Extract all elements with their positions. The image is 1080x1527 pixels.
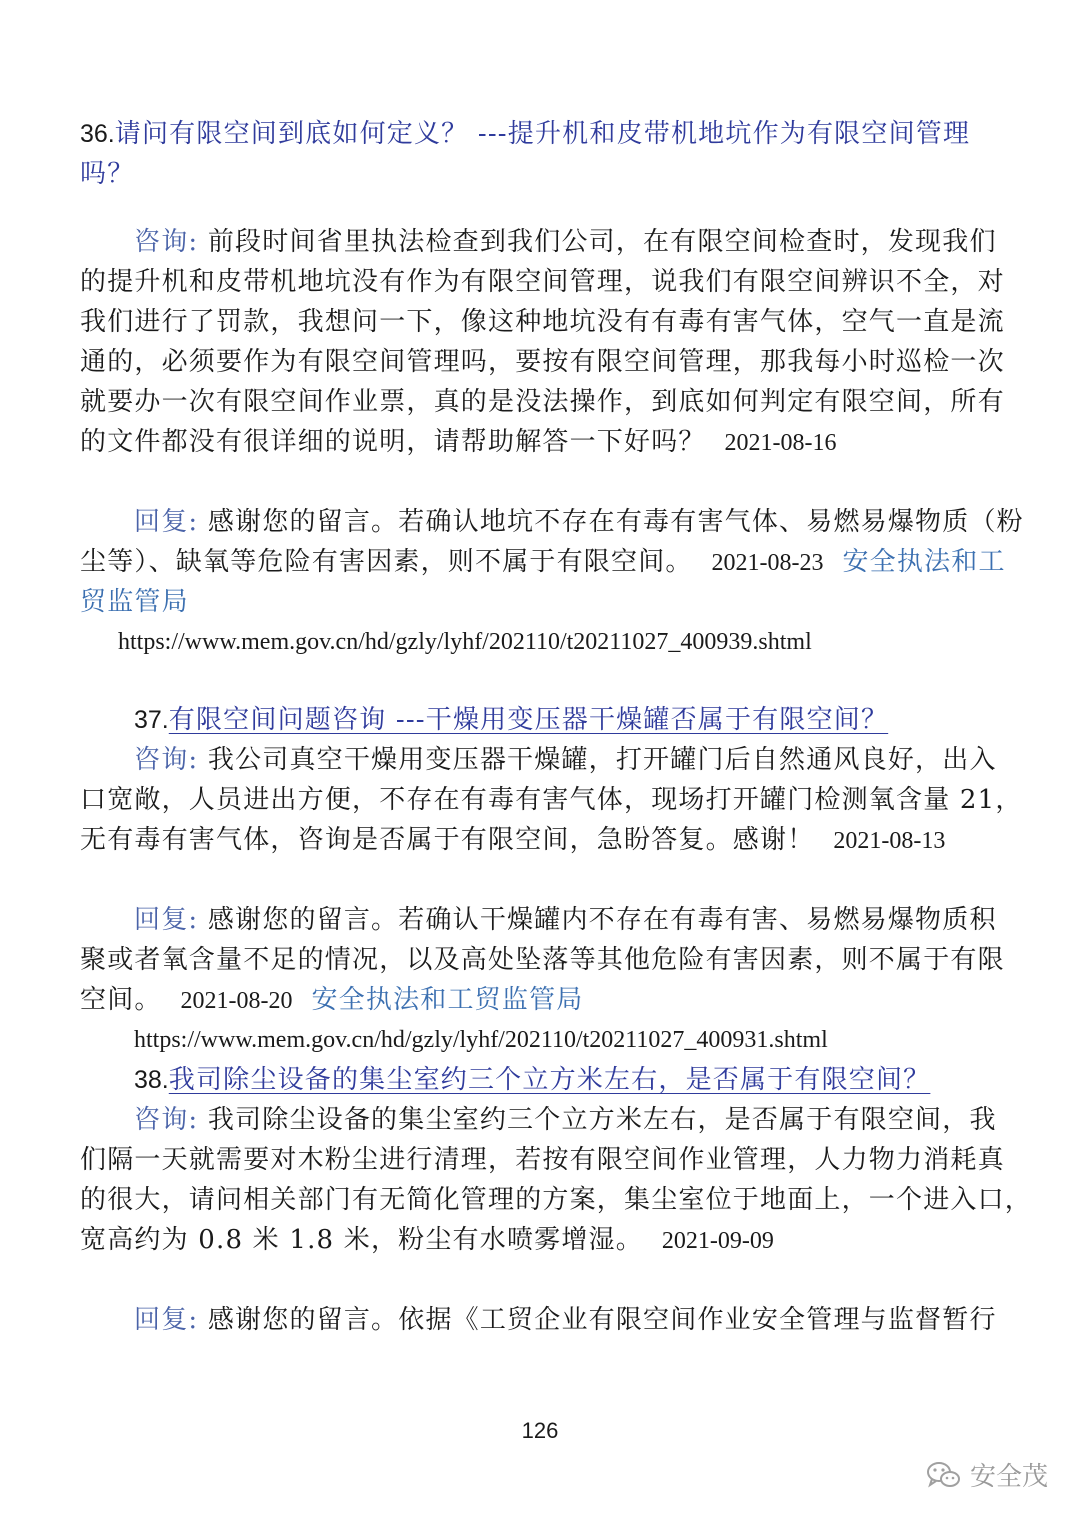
q38-consult-line2: 们隔一天就需要对木粉尘进行清理，若按有限空间作业管理，人力物力消耗真	[80, 1145, 1005, 1175]
q36-consult-line2: 的提升机和皮带机地坑没有作为有限空间管理，说我们有限空间辨识不全，对	[80, 267, 1005, 297]
q36-consult-label: 咨询:	[134, 227, 199, 257]
q36-reply-line2: 尘等）、缺氧等危险有害因素，则不属于有限空间。 2021-08-23 安全执法和工	[80, 547, 1006, 577]
q36-reply-org: 安全执法和工	[842, 547, 1006, 577]
q38-consult-line4: 宽高约为 0.8 米 1.8 米，粉尘有水喷雾增湿。 2021-09-09	[80, 1225, 774, 1255]
q36-title: 请问有限空间到底如何定义？ ---提升机和皮带机地坑作为有限空间管理	[114, 119, 971, 149]
q37-consult-line2: 口宽敞，人员进出方便，不存在有毒有害气体，现场打开罐门检测氧含量 21，	[80, 785, 1023, 815]
q36-number: 36.	[80, 120, 115, 148]
q36-consult-date: 2021-08-16	[724, 430, 837, 456]
q36-title-line2: 吗？	[80, 159, 135, 189]
q38-consult-label: 咨询:	[134, 1105, 199, 1135]
q37-number: 37.	[134, 706, 169, 734]
q36-consult-line6: 的文件都没有很详细的说明，请帮助解答一下好吗？ 2021-08-16	[80, 427, 837, 457]
q36-consult-line3: 我们进行了罚款，我想问一下，像这种地坑没有有毒有害气体，空气一直是流	[80, 307, 1005, 337]
watermark-text: 安全茂	[970, 1462, 1049, 1492]
page-number: 126	[521, 1418, 559, 1443]
q37-reply-line2: 聚或者氧含量不足的情况，以及高处坠落等其他危险有害因素，则不属于有限	[80, 945, 1005, 975]
q37-reply-date: 2021-08-20	[180, 988, 293, 1014]
q36-consult-line5: 就要办一次有限空间作业票，真的是没法操作，到底如何判定有限空间，所有	[80, 387, 1005, 417]
q36-reply-line1: 回复: 感谢您的留言。若确认地坑不存在有毒有害气体、易燃易爆物质（粉	[134, 507, 1024, 537]
q37-reply-org: 安全执法和工贸监管局	[311, 985, 584, 1015]
q37-consult-line3: 无有毒有害气体，咨询是否属于有限空间，急盼答复。感谢！ 2021-08-13	[80, 825, 946, 855]
q36-url: https://www.mem.gov.cn/hd/gzly/lyhf/202110/t20211027_400939.shtml	[118, 629, 812, 655]
q37-reply-label: 回复:	[134, 905, 199, 935]
q36-reply-date: 2021-08-23	[711, 550, 824, 576]
q36-title-line1	[80, 114, 970, 154]
q38-reply-line1: 回复: 感谢您的留言。依据《工贸企业有限空间作业安全管理与监督暂行	[134, 1305, 997, 1335]
wechat-icon	[926, 1460, 962, 1490]
q36-consult-line1: 咨询: 前段时间省里执法检查到我们公司，在有限空间检查时，发现我们	[134, 227, 997, 257]
q37-consult-date: 2021-08-13	[833, 828, 946, 854]
q37-url: https://www.mem.gov.cn/hd/gzly/lyhf/202110/t20211027_400931.shtml	[134, 1027, 828, 1053]
q37-title-line	[134, 700, 888, 740]
q37-title-link[interactable]: 有限空间问题咨询 ---干燥用变压器干燥罐否属于有限空间？	[168, 705, 889, 735]
q36-consult-line4: 通的，必须要作为有限空间管理吗，要按有限空间管理，那我每小时巡检一次	[80, 347, 1005, 377]
q37-consult-label: 咨询:	[134, 745, 199, 775]
watermark	[926, 1456, 1048, 1493]
q37-reply-line1: 回复: 感谢您的留言。若确认干燥罐内不存在有毒有害、易燃易爆物质积	[134, 905, 997, 935]
q38-consult-date: 2021-09-09	[661, 1228, 774, 1254]
q38-number: 38.	[134, 1066, 169, 1094]
q38-title-line	[134, 1060, 930, 1100]
q37-consult-line1: 咨询: 我公司真空干燥用变压器干燥罐，打开罐门后自然通风良好，出入	[134, 745, 997, 775]
q38-title-link[interactable]: 我司除尘设备的集尘室约三个立方米左右，是否属于有限空间？	[168, 1065, 931, 1095]
q36-reply-label: 回复:	[134, 507, 199, 537]
q38-reply-label: 回复:	[134, 1305, 199, 1335]
q36-reply-org-line2: 贸监管局	[80, 587, 189, 617]
q37-reply-line3: 空间。 2021-08-20 安全执法和工贸监管局	[80, 985, 584, 1015]
q38-consult-line1: 咨询: 我司除尘设备的集尘室约三个立方米左右，是否属于有限空间，我	[134, 1105, 997, 1135]
q38-consult-line3: 的很大，请问相关部门有无简化管理的方案，集尘室位于地面上，一个进入口，	[80, 1185, 1033, 1215]
